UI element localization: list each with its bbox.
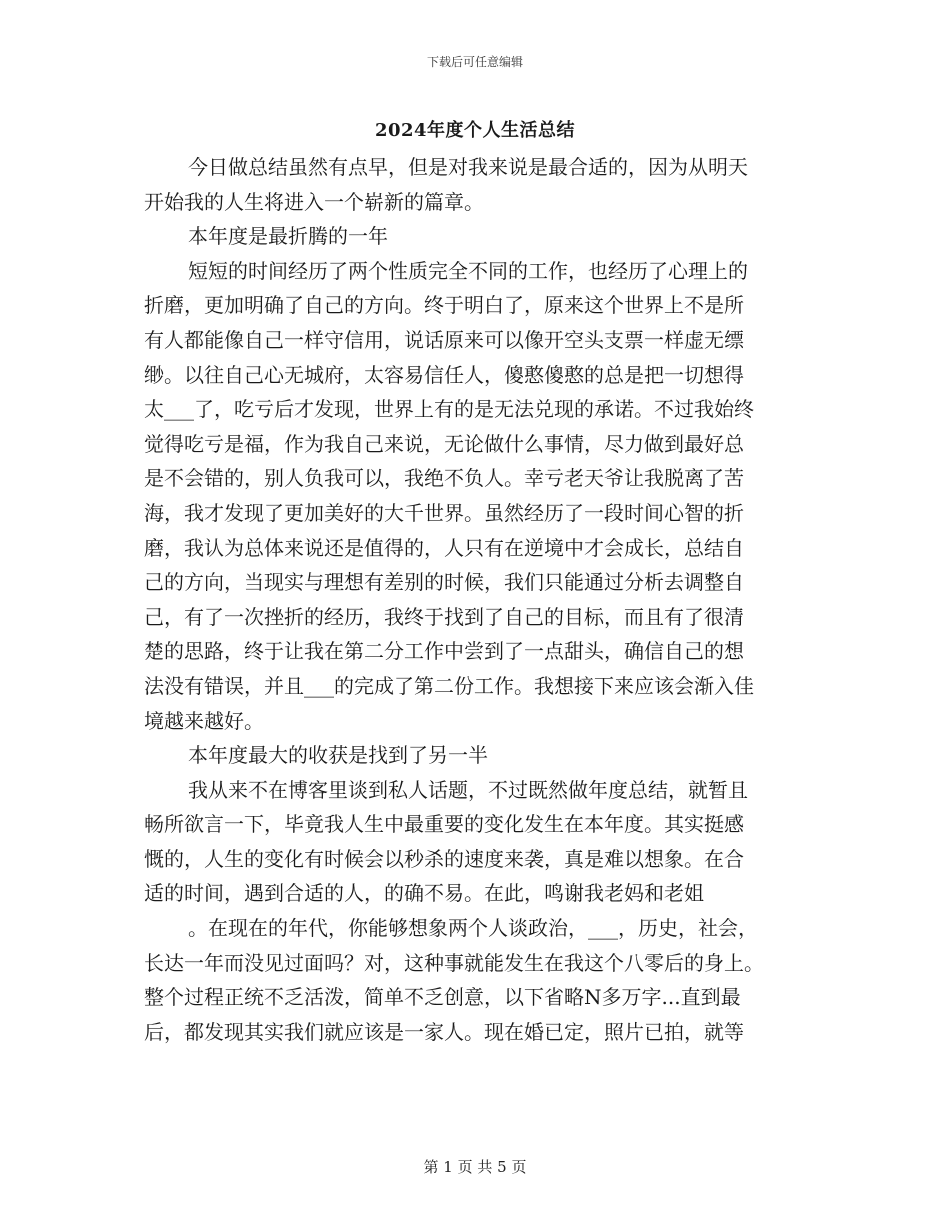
body-line: 短短的时间经历了两个性质完全不同的工作，也经历了心理上的	[188, 258, 748, 283]
body-line: 。在现在的年代，你能够想象两个人谈政治，___，历史，社会，	[188, 916, 758, 941]
section-heading: 本年度是最折腾的一年	[188, 224, 388, 249]
body-line: 畅所欲言一下，毕竟我人生中最重要的变化发生在本年度。其实挺感	[144, 812, 744, 837]
body-line: 我从来不在博客里谈到私人话题，不过既然做年度总结，就暂且	[188, 777, 748, 802]
body-line: 是不会错的，别人负我可以，我绝不负人。幸亏老天爷让我脱离了苦	[144, 466, 744, 491]
body-line: 己的方向，当现实与理想有差别的时候，我们只能通过分析去调整自	[144, 570, 744, 595]
section-heading: 本年度最大的收获是找到了另一半	[188, 743, 488, 768]
body-line: 己，有了一次挫折的经历，我终于找到了自己的目标，而且有了很清	[144, 604, 744, 629]
body-line: 楚的思路，终于让我在第二分工作中尝到了一点甜头，确信自己的想	[144, 639, 744, 664]
body-line: 折磨，更加明确了自己的方向。终于明白了，原来这个世界上不是所	[144, 293, 744, 318]
body-line: 磨，我认为总体来说还是值得的，人只有在逆境中才会成长，总结自	[144, 535, 744, 560]
document-body	[144, 150, 808, 1049]
body-line: 慨的，人生的变化有时候会以秒杀的速度来袭，真是难以想象。在合	[144, 846, 744, 871]
body-line: 境越来越好。	[144, 708, 264, 733]
header-note: 下载后可任意编辑	[426, 55, 523, 69]
body-line: 整个过程正统不乏活泼，简单不乏创意，以下省略N多万字...直到最	[144, 985, 741, 1010]
body-line: 后，都发现其实我们就应该是一家人。现在婚已定，照片已拍，就等	[144, 1019, 744, 1044]
document-title: 2024年度个人生活总结	[374, 120, 576, 141]
body-line: 缈。以往自己心无城府，太容易信任人，傻憨傻憨的总是把一切想得	[144, 362, 744, 387]
body-line: 有人都能像自己一样守信用，说话原来可以像开空头支票一样虚无缥	[144, 327, 744, 352]
body-line: 开始我的人生将进入一个崭新的篇章。	[144, 189, 484, 214]
body-line: 觉得吃亏是福，作为我自己来说，无论做什么事情，尽力做到最好总	[144, 431, 744, 456]
body-line: 海，我才发现了更加美好的大千世界。虽然经历了一段时间心智的折	[144, 500, 744, 525]
body-line: 太___了，吃亏后才发现，世界上有的是无法兑现的承诺。不过我始终	[144, 397, 754, 422]
body-line: 今日做总结虽然有点早，但是对我来说是最合适的，因为从明天	[188, 155, 748, 179]
body-line: 适的时间，遇到合适的人，的确不易。在此，鸣谢我老妈和老姐	[144, 881, 704, 906]
body-line: 长达一年而没见过面吗？对，这种事就能发生在我这个八零后的身上。	[144, 950, 764, 975]
page-footer: 第 1 页 共 5 页	[423, 1158, 527, 1176]
body-line: 法没有错误，并且___的完成了第二份工作。我想接下来应该会渐入佳	[144, 673, 754, 698]
